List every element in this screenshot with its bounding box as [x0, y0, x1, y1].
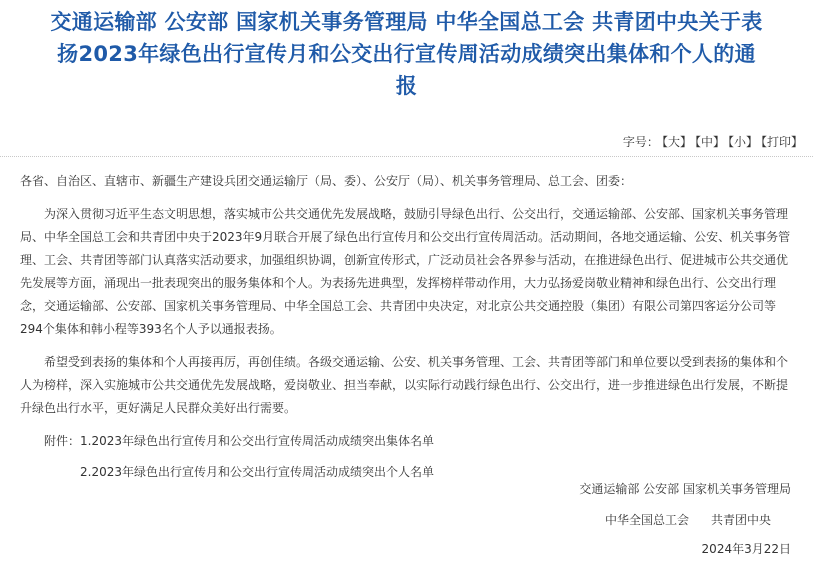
font-small-button[interactable]: 【小】: [727, 135, 758, 149]
signature-line-1: 交通运输部 公安部 国家机关事务管理局: [579, 482, 791, 496]
article-body: [20, 170, 796, 484]
signature-org-cyl: 共青团中央: [710, 513, 771, 527]
title-line-1: 交通运输部 公安部 国家机关事务管理局 中华全国总工会 共青团中央关于表: [50, 10, 763, 34]
font-size-label: 字号：: [622, 135, 659, 149]
paragraph-2: 希望受到表扬的集体和个人再接再厉，再创佳绩。各级交通运输、公安、机关事务管理、工会、共青团等部门和单位要以受到表扬的集体和个人为榜样，深入实施城市公共交通优先发展战略，爱岗敬业、担当奉献，以实际行动践行绿色出行、公交出行，进一步推进绿色出行发展，不断提升绿色出行水平，更好满足人民群众美好出行需要。: [20, 355, 789, 415]
attachment-1: 附件：1.2023年绿色出行宣传月和公交出行宣传周活动成绩突出集体名单: [44, 434, 434, 448]
salutation: 各省、自治区、直辖市、新疆生产建设兵团交通运输厅（局、委）、公安厅（局）、机关事务管理局、总工会、团委：: [20, 174, 633, 188]
font-large-button[interactable]: 【大】: [661, 135, 692, 149]
font-medium-button[interactable]: 【中】: [694, 135, 725, 149]
signature-org-acftu: 中华全国总工会: [604, 513, 689, 527]
attachment-2: 2.2023年绿色出行宣传月和公交出行宣传周活动成绩突出个人名单: [80, 465, 434, 479]
font-size-toolbar: [623, 133, 803, 150]
print-button[interactable]: 【打印】: [760, 135, 803, 149]
page-title: [0, 6, 813, 102]
title-line-3: 报: [395, 74, 418, 98]
signature-line-2: [605, 511, 771, 528]
signature-date: 2024年3月22日: [701, 542, 791, 556]
divider: [0, 156, 813, 157]
title-line-2: 扬2023年绿色出行宣传月和公交出行宣传周活动成绩突出集体和个人的通: [57, 42, 756, 66]
paragraph-1: 为深入贯彻习近平生态文明思想，落实城市公共交通优先发展战略，鼓励引导绿色出行、公交出行，交通运输部、公安部、国家机关事务管理局、中华全国总工会和共青团中央于2023年9月联合开展了绿色出行宣传月和公交出行宣传周活动。活动期间，各地交通运输、公安、机关事务管理、工会、共青团等部门认真落实活动要求，加强组织协调，创新宣传形式，广泛动员社会各界参与活动，在推进绿色出行、促进城市公共交通优先发展等方面，涌现出一批表现突出的服务集体和个人。为表扬先进典型，发挥榜样带动作用，大力弘扬爱岗敬业精神和绿色出行、公交出行理念，交通运输部、公安部、国家机关事务管理局、中华全国总工会、共青团中央决定，对北京公共交通控股（集团）有限公司第四客运分公司等294个集体和韩小程等393名个人予以通报表扬。: [20, 207, 791, 336]
